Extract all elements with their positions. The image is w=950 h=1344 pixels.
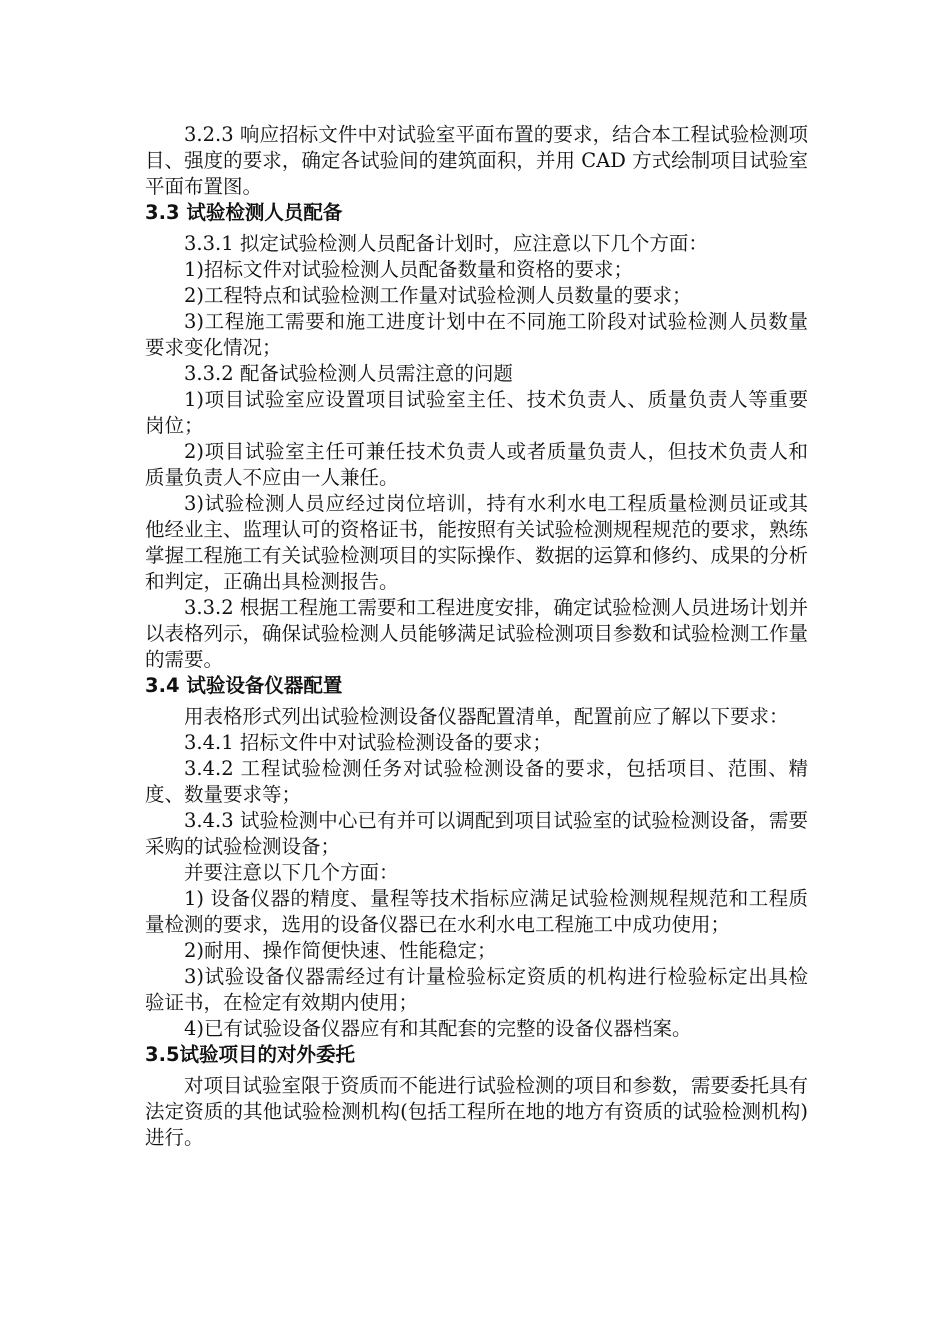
list-item: 3)试验检测人员应经过岗位培训，持有水利水电工程质量检测员证或其他经业主、监理认可的资格证书，能按照有关试验检测规程规范的要求，熟练掌握工程施工有关试验检测项目的实际操作、数据的运算和修约、成果的分析和判定，正确出具检测报告。 [145,492,809,593]
list-item: 3)试验设备仪器需经过有计量检验标定资质的机构进行检验标定出具检验证书，在检定有效期内使用； [145,965,808,1014]
paragraph-3-4-1: 3.4.1 招标文件中对试验检测设备的要求； [184,731,552,754]
list-item: 2)耐用、操作简便快速、性能稳定； [184,939,497,962]
document-page [145,122,808,1151]
list-item: 2)项目试验室主任可兼任技术负责人或者质量负责人，但技术负责人和质量负责人不应由一人兼任。 [145,440,808,489]
paragraph-outsourcing: 对项目试验室限于资质而不能进行试验检测的项目和参数，需要委托具有法定资质的其他试验检测机构(包括工程所在地的地方有资质的试验检测机构)进行。 [145,1074,809,1149]
paragraph-3-4-2: 3.4.2 工程试验检测任务对试验检测设备的要求，包括项目、范围、精度、数量要求等； [145,757,808,806]
list-item: 2)工程特点和试验检测工作量对试验检测人员数量的要求； [184,284,692,307]
section-heading-3-5: 3.5试验项目的对外委托 [145,1043,356,1066]
list-item: 1)招标文件对试验检测人员配备数量和资格的要求； [184,258,634,281]
paragraph-3-3-2: 3.3.2 配备试验检测人员需注意的问题 [184,362,513,385]
list-item: 3)工程施工需要和施工进度计划中在不同施工阶段对试验检测人员数量要求变化情况； [145,310,808,359]
paragraph-3-3-2-plan: 3.3.2 根据工程施工需要和工程进度安排，确定试验检测人员进场计划并以表格列示，确保试验检测人员能够满足试验检测项目参数和试验检测工作量的需要。 [145,596,809,671]
list-item: 1)项目试验室应设置项目试验室主任、技术负责人、质量负责人等重要岗位； [145,388,808,437]
list-item: 4)已有试验设备仪器应有和其配套的完整的设备仪器档案。 [184,1017,692,1040]
paragraph-3-4-3: 3.4.3 试验检测中心已有并可以调配到项目试验室的试验检测设备，需要采购的试验检测设备； [145,809,808,858]
paragraph-notes-intro: 并要注意以下几个方面： [184,861,399,884]
paragraph-equipment-intro: 用表格形式列出试验检测设备仪器配置清单，配置前应了解以下要求： [184,705,789,728]
list-item: 1) 设备仪器的精度、量程等技术指标应满足试验检测规程规范和工程质量检测的要求，选用的设备仪器已在水利水电工程施工中成功使用； [145,887,808,936]
paragraph-3-2-3: 3.2.3 响应招标文件中对试验室平面布置的要求，结合本工程试验检测项目、强度的要求，确定各试验间的建筑面积，并用 CAD 方式绘制项目试验室平面布置图。 [145,123,808,198]
section-heading-3-4: 3.4 试验设备仪器配置 [145,674,343,697]
section-heading-3-3: 3.3 试验检测人员配备 [145,201,343,224]
paragraph-3-3-1: 3.3.1 拟定试验检测人员配备计划时，应注意以下几个方面： [184,232,708,255]
